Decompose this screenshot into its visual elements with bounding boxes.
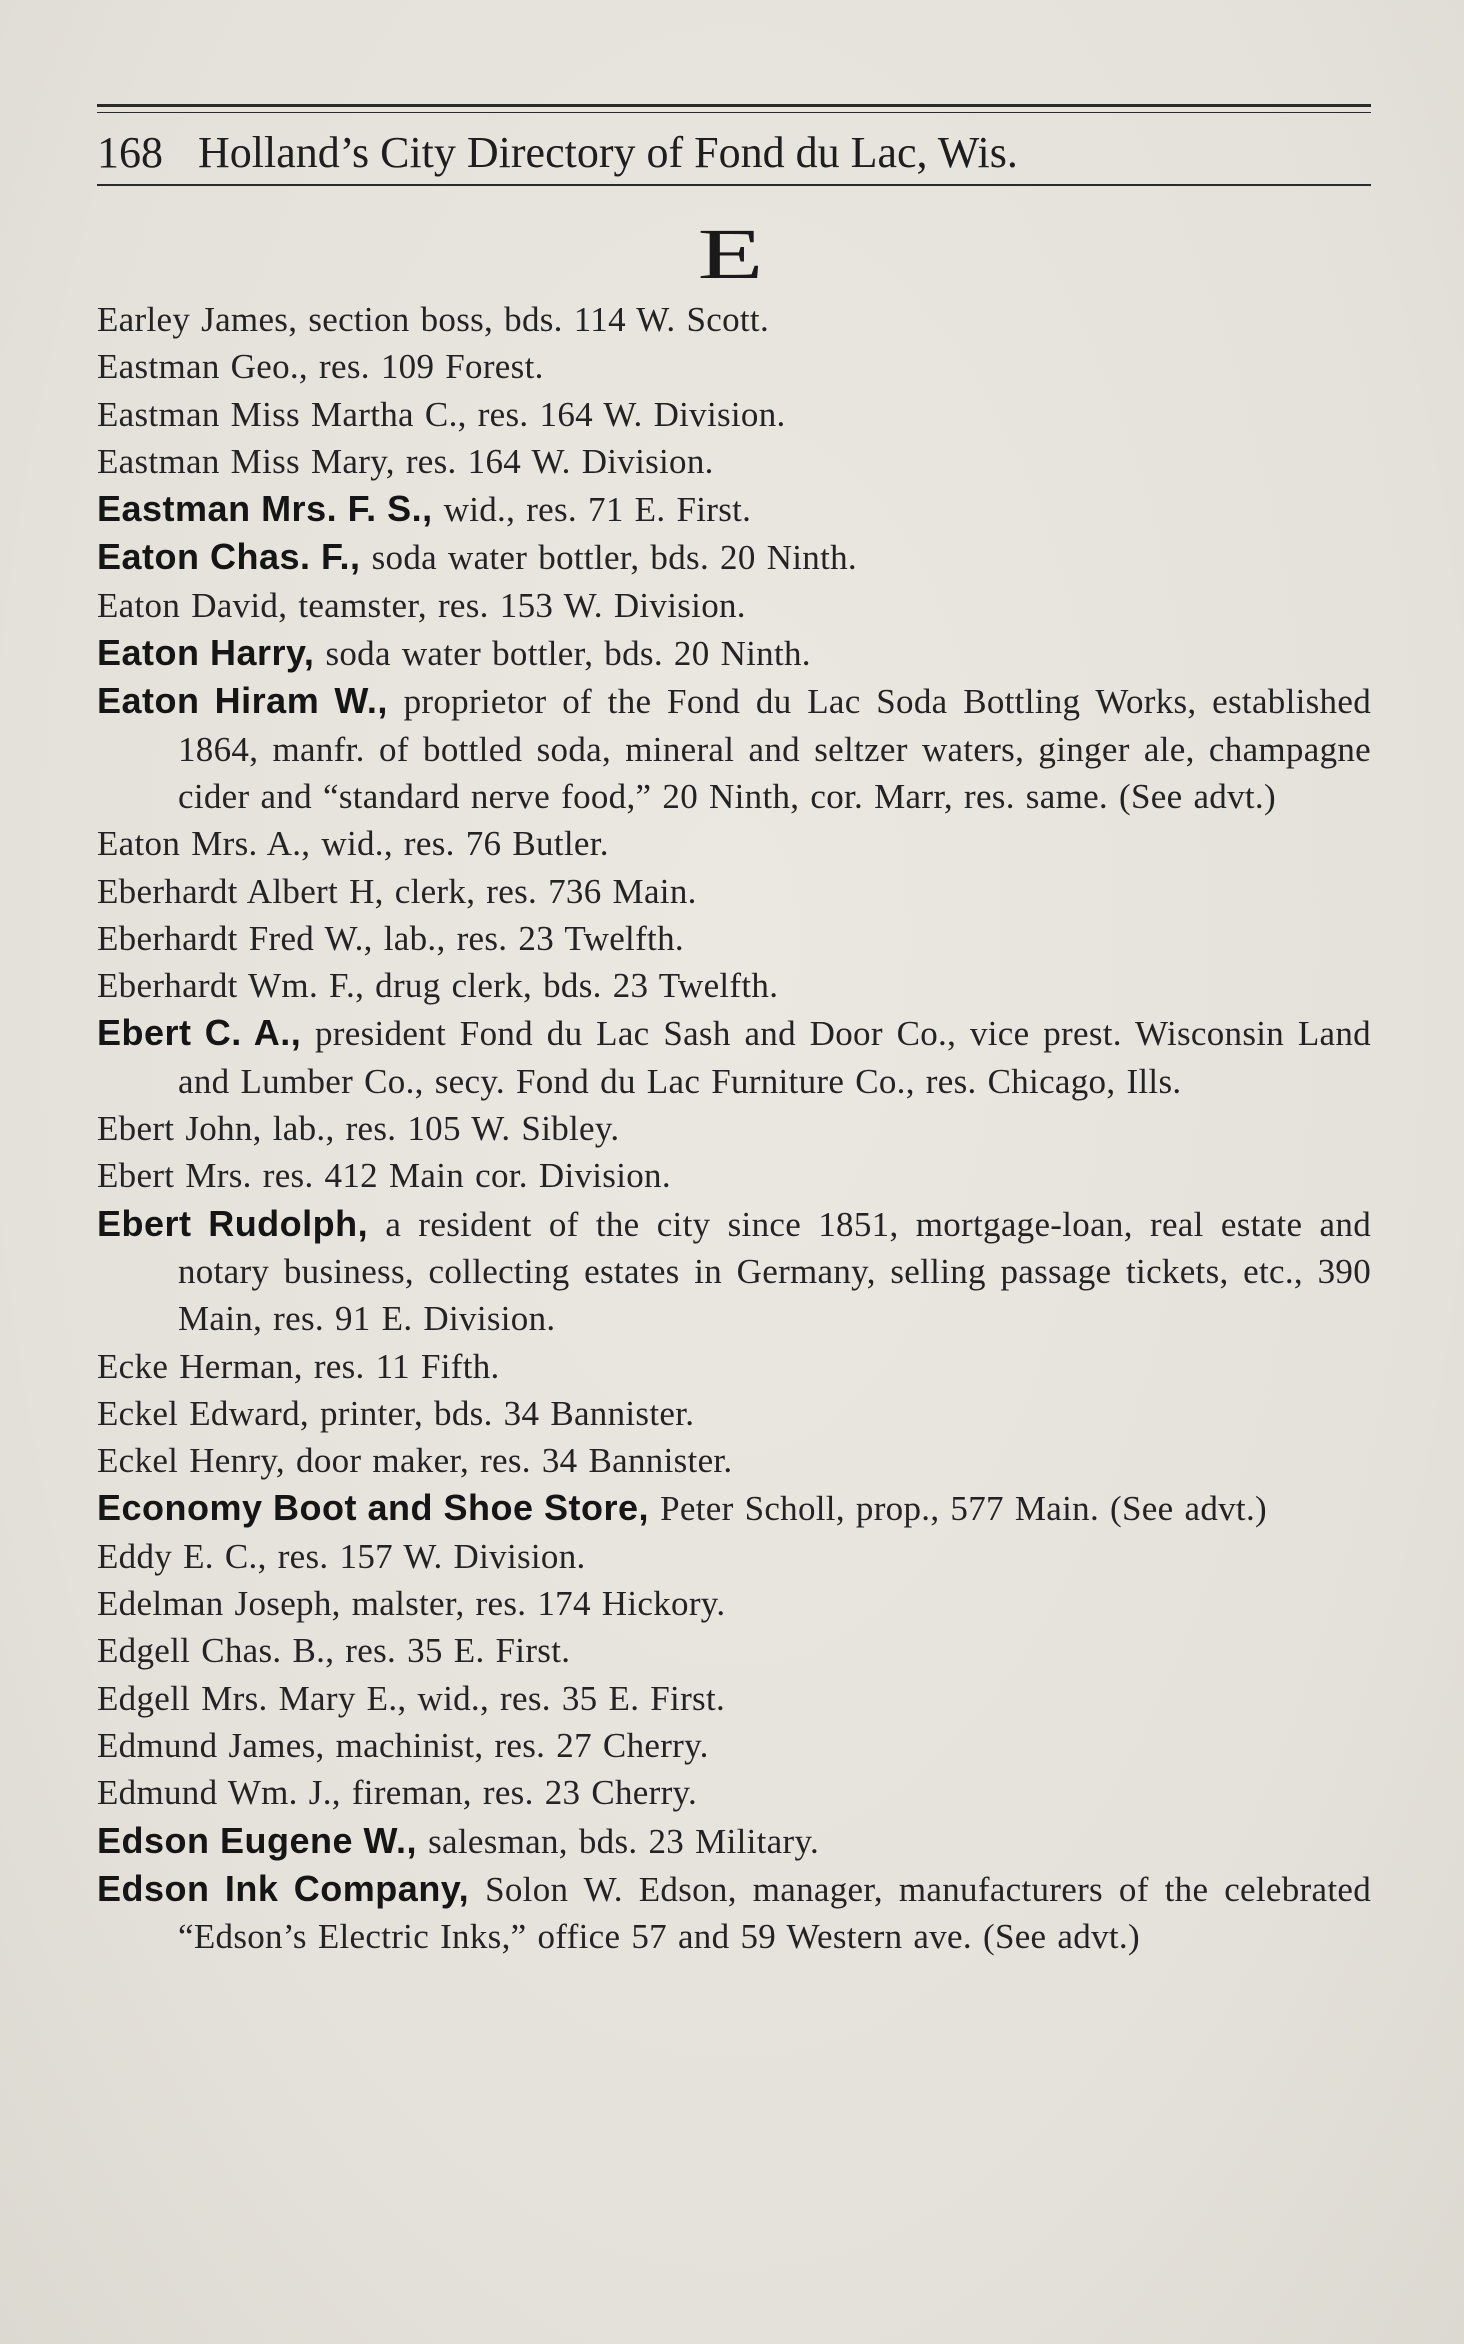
directory-entry: [97, 1627, 1371, 1674]
entry-name-bold: Eaton Hiram W.,: [97, 680, 388, 722]
directory-entry: [97, 1484, 1371, 1532]
entry-text: soda water bottler, bds. 20 Ninth.: [360, 538, 857, 578]
entry-text: Edmund Wm. J., fireman, res. 23 Cherry.: [97, 1773, 698, 1813]
entry-text: Eastman Miss Mary, res. 164 W. Division.: [97, 441, 714, 481]
entry-text: Eddy E. C., res. 157 W. Division.: [97, 1536, 586, 1576]
directory-entry: [97, 1675, 1371, 1722]
entry-name-bold: Edson Ink Company,: [97, 1867, 470, 1909]
entry-text: Edelman Joseph, malster, res. 174 Hickory.: [97, 1584, 726, 1624]
directory-entry: [97, 1152, 1371, 1199]
entry-text: Peter Scholl, prop., 577 Main. (See advt.): [649, 1489, 1267, 1529]
entry-text: wid., res. 71 E. First.: [432, 490, 752, 530]
entry-name-bold: Eaton Harry,: [97, 632, 315, 674]
running-head: [97, 122, 1371, 184]
directory-entry: [97, 1437, 1371, 1484]
directory-entry: [97, 1769, 1371, 1816]
entry-text: Ebert John, lab., res. 105 W. Sibley.: [97, 1109, 620, 1149]
directory-entry: [97, 915, 1371, 962]
entry-name-bold: Ebert Rudolph,: [97, 1202, 369, 1244]
top-rule-thin: [97, 112, 1371, 113]
page-number: 168: [97, 128, 163, 177]
directory-entry: [97, 1580, 1371, 1627]
directory-entry: [97, 582, 1371, 629]
directory-entry: [97, 962, 1371, 1009]
entry-text: Ecke Herman, res. 11 Fifth.: [97, 1346, 500, 1386]
directory-entry: [97, 343, 1371, 390]
entry-text: Eastman Geo., res. 109 Forest.: [97, 347, 544, 387]
directory-entry: [97, 1722, 1371, 1769]
entry-text: Earley James, section boss, bds. 114 W. Scott.: [97, 300, 770, 339]
entry-text: Edgell Chas. B., res. 35 E. First.: [97, 1631, 571, 1671]
entry-text: soda water bottler, bds. 20 Ninth.: [314, 634, 811, 674]
directory-entry: [97, 820, 1371, 867]
directory-entry: [97, 485, 1371, 533]
entry-name-bold: Edson Eugene W.,: [97, 1819, 418, 1861]
entry-name-bold: Eaton Chas. F.,: [97, 536, 361, 578]
entry-text: proprietor of the Fond du Lac Soda Bottling Works, established 1864, manfr. of bottled soda, mineral and seltzer waters, ginger ale, champagne cider and “standard nerve food,” 20 Ninth, cor. Marr, res. same. (See advt.): [178, 682, 1371, 816]
directory-entry: [97, 533, 1371, 581]
entry-text: Solon W. Edson, manager, manufacturers of the celebrated “Edson’s Electric Inks,” office 57 and 59 Western ave. (See advt.): [178, 1869, 1371, 1957]
entry-text: Eastman Miss Martha C., res. 164 W. Division.: [97, 394, 786, 434]
directory-entry: [97, 1817, 1371, 1865]
directory-entry: [97, 1533, 1371, 1580]
entry-text: Eaton David, teamster, res. 153 W. Division.: [97, 585, 746, 625]
directory-entry: [97, 1390, 1371, 1437]
directory-entry: [97, 677, 1371, 820]
entry-text: Edmund James, machinist, res. 27 Cherry.: [97, 1725, 709, 1765]
entry-name-bold: Economy Boot and Shoe Store,: [97, 1487, 650, 1529]
directory-entry: [97, 868, 1371, 915]
entry-text: Eberhardt Fred W., lab., res. 23 Twelfth.: [97, 918, 684, 958]
head-rule: [97, 184, 1371, 186]
directory-entry: [97, 1343, 1371, 1390]
directory-entry: [97, 391, 1371, 438]
directory-entry: [97, 296, 1371, 343]
entry-text: Eckel Henry, door maker, res. 34 Bannister.: [97, 1441, 733, 1481]
directory-entry: [97, 438, 1371, 485]
directory-entry: [97, 1865, 1371, 1961]
entry-text: Eberhardt Albert H, clerk, res. 736 Main.: [97, 871, 697, 911]
directory-entry: [97, 1200, 1371, 1343]
entry-text: Ebert Mrs. res. 412 Main cor. Division.: [97, 1156, 671, 1196]
directory-entry: [97, 1105, 1371, 1152]
entry-text: a resident of the city since 1851, mortgage-loan, real estate and notary business, collecting estates in Germany, selling passage tickets, etc., 390 Main, res. 91 E. Division.: [178, 1204, 1371, 1339]
entry-name-bold: Ebert C. A.,: [97, 1012, 302, 1054]
top-rule-thick: [97, 104, 1371, 107]
entry-text: Eaton Mrs. A., wid., res. 76 Butler.: [97, 824, 609, 864]
running-head-title: Holland’s City Directory of Fond du Lac, Wis.: [198, 128, 1018, 177]
entry-text: Eberhardt Wm. F., drug clerk, bds. 23 Twelfth.: [97, 966, 779, 1006]
section-letter: E: [697, 214, 767, 294]
entry-text: salesman, bds. 23 Military.: [417, 1821, 820, 1861]
directory-entries: [97, 296, 1371, 1960]
entry-text: Eckel Edward, printer, bds. 34 Bannister.: [97, 1393, 695, 1433]
entry-name-bold: Eastman Mrs. F. S.,: [97, 488, 433, 530]
directory-entry: [97, 1009, 1371, 1105]
entry-text: president Fond du Lac Sash and Door Co., vice prest. Wisconsin Land and Lumber Co., secy. Fond du Lac Furniture Co., res. Chicago, Ills.: [178, 1014, 1371, 1101]
entry-text: Edgell Mrs. Mary E., wid., res. 35 E. First.: [97, 1678, 726, 1718]
directory-entry: [97, 629, 1371, 677]
